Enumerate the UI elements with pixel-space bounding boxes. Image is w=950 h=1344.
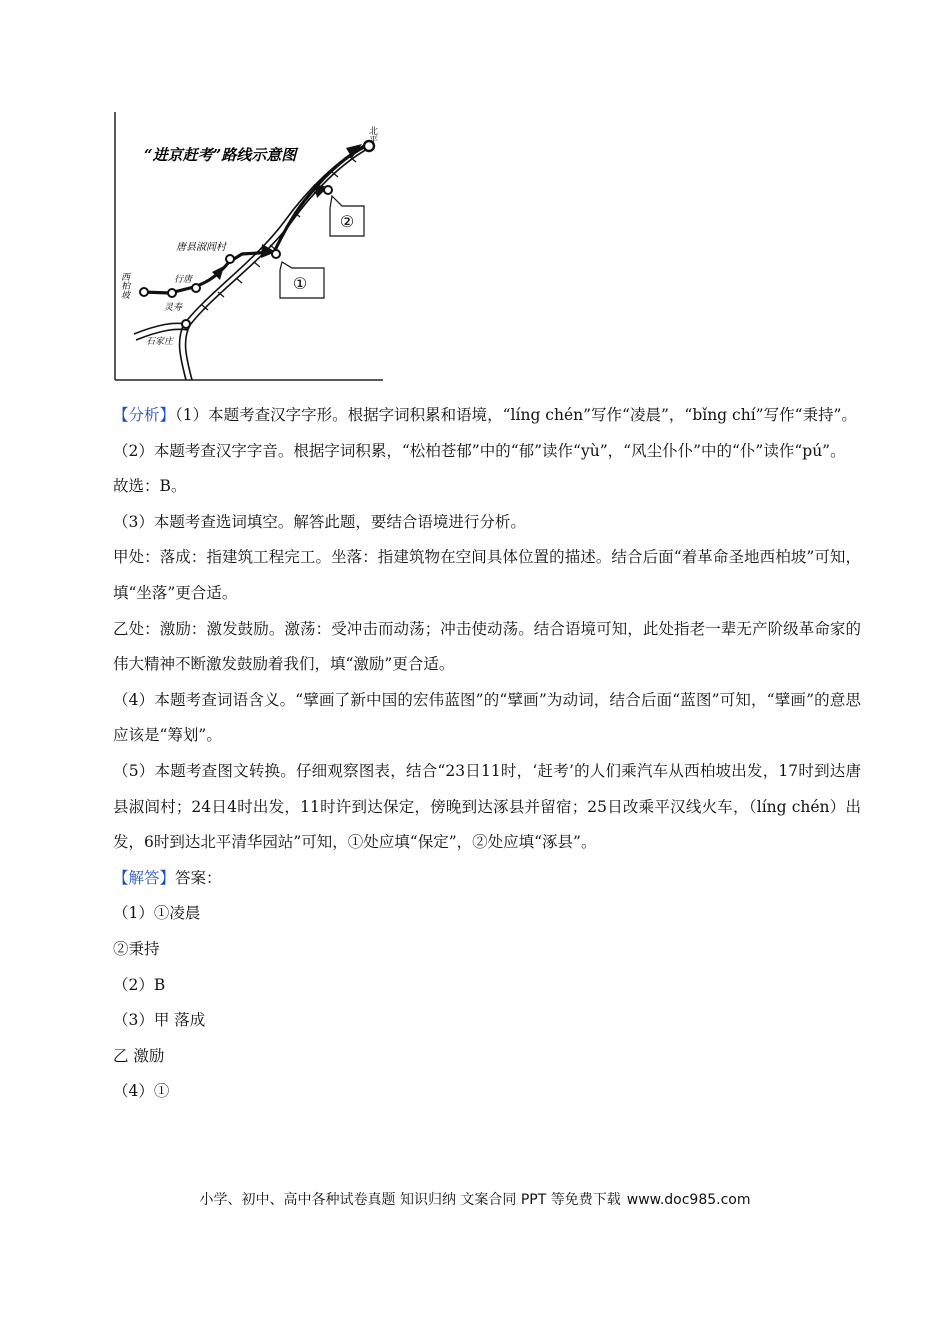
station-2-marker <box>324 186 332 194</box>
analysis-paragraph-4: （3）本题考查选词填空。解答此题，要结合语境进行分析。 <box>113 512 526 531</box>
label-xingtang: 行唐 <box>174 275 193 285</box>
answer-line: （1）①凌晨 <box>113 904 201 923</box>
page-footer <box>0 1189 950 1209</box>
label-shijiazhuang: 石家庄 <box>146 337 174 347</box>
route-map-figure <box>114 112 384 382</box>
analysis-paragraph-6: 乙处：激励：激发鼓励。激荡：受冲击而动荡；冲击使动荡。结合语境可知，此处指老一辈无产阶级革命家的伟大精神不断激发鼓励着我们，填“激励”更合适。 <box>113 619 861 674</box>
station-1-marker <box>272 250 280 258</box>
answer-line: 乙 激励 <box>113 1046 165 1065</box>
map-title: “进京赶考”路线示意图 <box>144 146 297 164</box>
document-body <box>113 398 861 1110</box>
analysis-paragraph-3: 故选：B。 <box>113 477 187 496</box>
callout-2-label: ② <box>339 212 355 231</box>
label-xibaipo: 西柏坡 <box>119 272 129 299</box>
answer-line: （3）甲 落成 <box>113 1011 206 1030</box>
footer-text: 小学、初中、高中各种试卷真题 知识归纳 文案合同 PPT 等免费下载 <box>199 1192 621 1208</box>
label-beiping: 北平 <box>367 126 377 144</box>
analysis-tag: 【分析】 <box>113 406 176 424</box>
town-shijiazhuang-marker <box>182 320 190 328</box>
footer-url[interactable]: www.doc985.com <box>626 1192 751 1208</box>
answer-heading: 【解答】答案： <box>113 868 222 887</box>
answer-tag: 【解答】 <box>113 868 176 887</box>
answer-line: （4）① <box>113 1082 170 1101</box>
town-xingtang-marker <box>192 284 200 292</box>
town-tangxian-marker <box>226 255 234 263</box>
town-xibaipo-marker <box>140 288 148 296</box>
analysis-paragraph-8: （5）本题考查图文转换。仔细观察图表，结合“23日11时，‘赶考’的人们乘汽车从西柏坡出发，17时到达唐县淑闾村；24日4时出发，11时许到达保定，傍晚到达涿县并留宿；25日改乘平汉线火车，（líng chén）出发，6时到达北平清华园站”可知，①处应填“保定”，②处应填“涿县”。 <box>113 761 861 852</box>
analysis-paragraph-2: （2）本题考查汉字字音。根据字词积累，“松柏苍郁”中的“郁”读作“yù”，“风尘仆仆”中的“仆”读作“pú”。 <box>113 441 846 460</box>
answer-line: ②秉持 <box>113 939 160 958</box>
answer-line: （2）B <box>113 975 166 994</box>
town-lingshou-marker <box>168 289 176 297</box>
callout-1-label: ① <box>292 274 308 293</box>
route-map <box>114 112 384 382</box>
analysis-paragraph-1: 【分析】（1）本题考查汉字字形。根据字词积累和语境，“líng chén”写作“凌晨”，“bǐng chí”写作“秉持”。 <box>113 406 857 424</box>
label-tangxian: 唐县淑闾村 <box>176 242 226 253</box>
analysis-paragraph-5: 甲处：落成：指建筑工程完工。坐落：指建筑物在空间具体位置的描述。结合后面“着革命圣地西柏坡”可知，填“坐落”更合适。 <box>113 548 861 602</box>
label-lingshou: 灵寿 <box>164 303 183 313</box>
analysis-paragraph-7: （4）本题考查词语含义。“擘画了新中国的宏伟蓝图”的“擘画”为动词，结合后面“蓝图”可知，“擘画”的意思应该是“筹划”。 <box>113 690 861 745</box>
